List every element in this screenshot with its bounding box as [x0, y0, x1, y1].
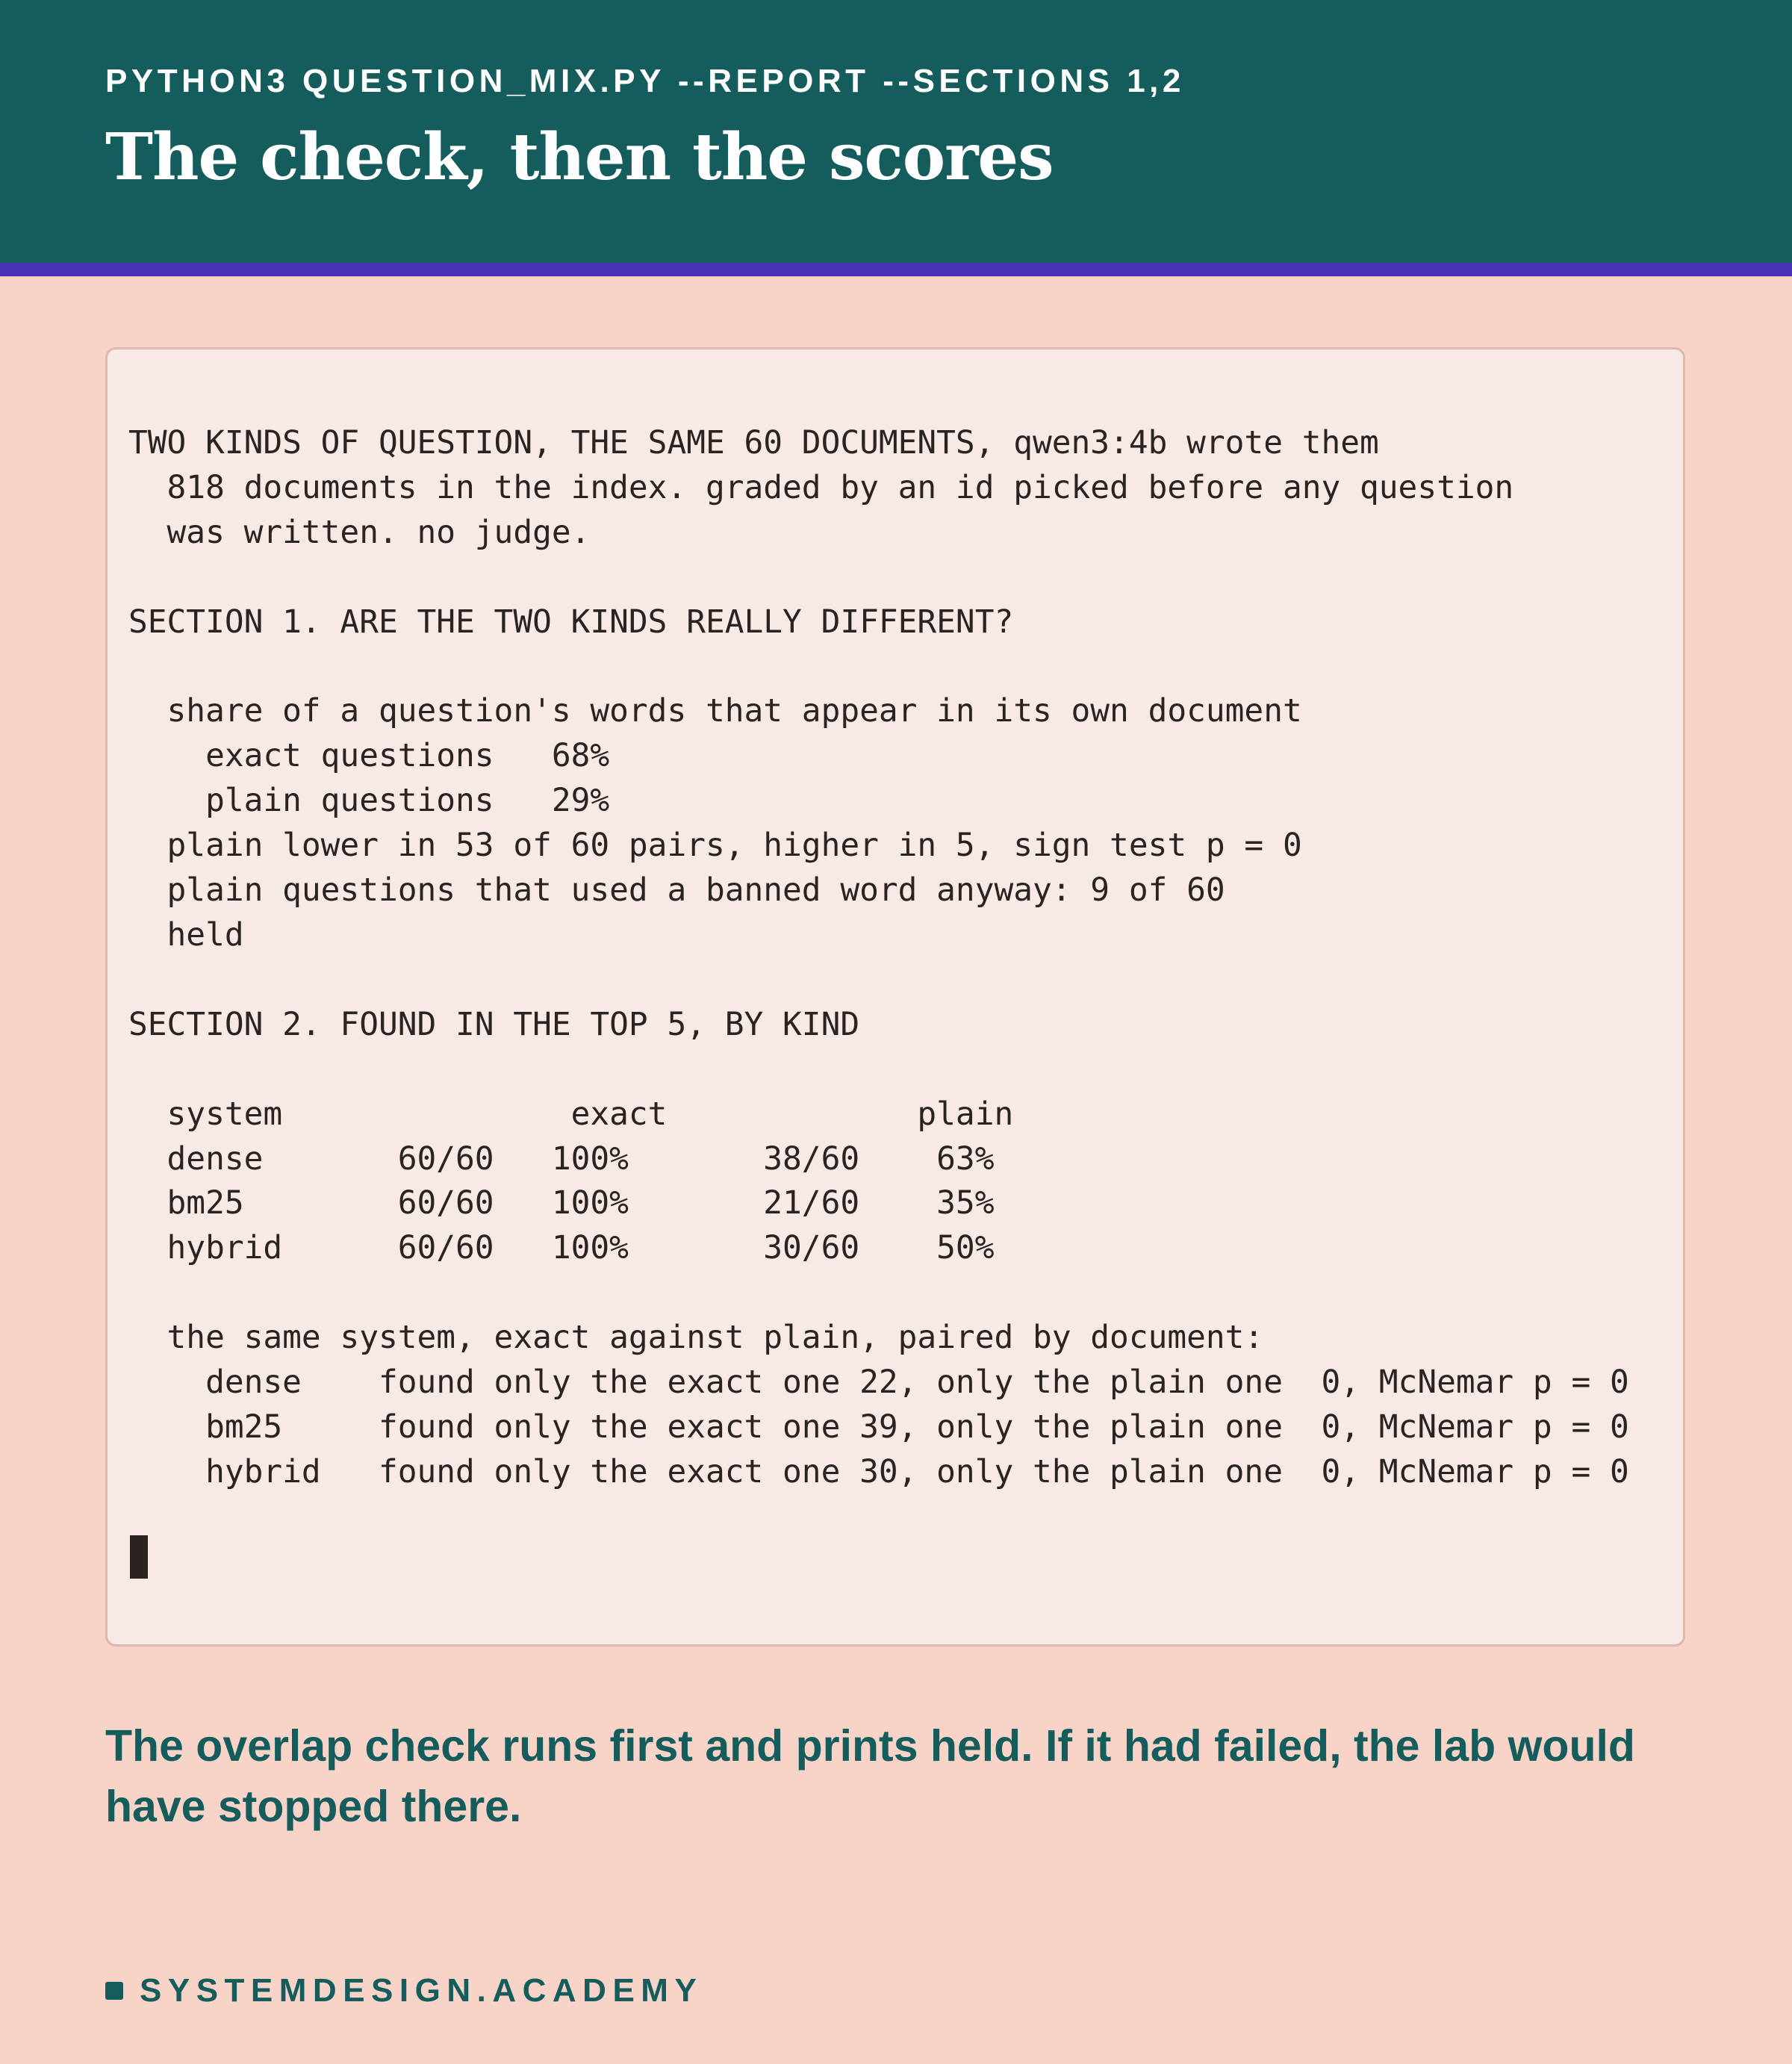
terminal-line: share of a question's words that appear in its own document — [128, 692, 1302, 730]
brand-label: SYSTEMDESIGN.ACADEMY — [140, 1972, 703, 2009]
terminal-line: exact questions 68% — [128, 737, 610, 775]
terminal-line: 818 documents in the index. graded by an id picked before any question — [128, 468, 1514, 506]
brand-square-icon — [105, 1982, 123, 2000]
terminal-line: dense 60/60 100% 38/60 63% — [128, 1140, 995, 1178]
terminal-line: plain questions 29% — [128, 782, 610, 820]
header-divider — [0, 263, 1792, 276]
command-line: PYTHON3 QUESTION_MIX.PY --REPORT --SECTIONS 1,2 — [105, 63, 1185, 99]
terminal-line: was written. no judge. — [128, 513, 591, 551]
page-title: The check, then the scores — [105, 119, 1054, 195]
terminal-line: dense found only the exact one 22, only the plain one 0, McNemar p = 0 — [128, 1364, 1629, 1402]
terminal-line: held — [128, 916, 244, 954]
terminal-cursor — [130, 1535, 148, 1579]
header-bar — [0, 0, 1792, 263]
terminal-line: bm25 60/60 100% 21/60 35% — [128, 1184, 995, 1222]
terminal-line: the same system, exact against plain, paired by document: — [128, 1319, 1264, 1357]
terminal-line: SECTION 1. ARE THE TWO KINDS REALLY DIFFERENT? — [128, 603, 1014, 641]
terminal-output — [128, 421, 1629, 1495]
terminal-line: SECTION 2. FOUND IN THE TOP 5, BY KIND — [128, 1005, 860, 1043]
terminal-line: hybrid found only the exact one 30, only the plain one 0, McNemar p = 0 — [128, 1452, 1629, 1491]
terminal-line: hybrid 60/60 100% 30/60 50% — [128, 1229, 995, 1267]
terminal-window — [105, 347, 1685, 1647]
terminal-line: plain lower in 53 of 60 pairs, higher in 5, sign test p = 0 — [128, 827, 1302, 865]
terminal-line: plain questions that used a banned word anyway: 9 of 60 — [128, 871, 1225, 910]
brand-footer — [105, 1972, 703, 2009]
caption-text: The overlap check runs first and prints held. If it had failed, the lab would have stopped there. — [105, 1721, 1635, 1831]
terminal-line: TWO KINDS OF QUESTION, THE SAME 60 DOCUMENTS, qwen3:4b wrote them — [128, 424, 1379, 461]
terminal-line: bm25 found only the exact one 39, only the plain one 0, McNemar p = 0 — [128, 1408, 1629, 1446]
terminal-line: system exact plain — [128, 1095, 1014, 1133]
